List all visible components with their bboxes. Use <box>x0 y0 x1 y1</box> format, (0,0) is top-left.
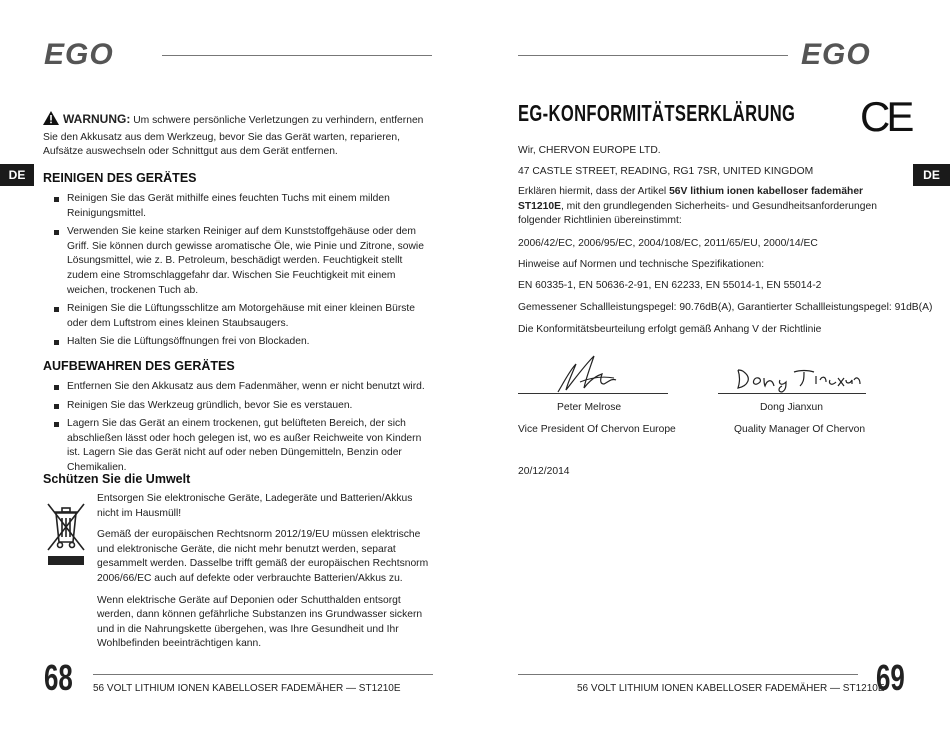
footer-right: 56 VOLT LITHIUM IONEN KABELLOSER FADEMÄHER — ST1210E <box>577 683 885 694</box>
env-paragraph: Entsorgen Sie elektronische Geräte, Ladegeräte und Batterien/Akkus nicht im Hausmüll! <box>97 493 413 519</box>
ce-mark: CE <box>860 93 911 140</box>
company-line: Wir, CHERVON EUROPE LTD. <box>518 145 661 156</box>
footer-rule-left <box>93 674 433 675</box>
assessment-line: Die Konformitätsbeurteilung erfolgt gemäß Anhang V der Richtlinie <box>518 324 822 335</box>
env-paragraph: Wenn elektrische Geräte auf Deponien oder Schutthalden entsorgt werden, dann können gefährliche Substanzen ins Grundwasser sickern und in die Nahrungskette übergehen, was Ihre Gesundheit und Ihr Wohlbefinden beeinträchtigen kann. <box>97 594 423 650</box>
environment-heading: Schützen Sie die Umwelt <box>43 472 191 486</box>
list-item: Reinigen Sie das Gerät mithilfe eines feuchten Tuchs mit einem milden Reinigungsmittel. <box>43 192 435 221</box>
product-name: 56V lithium ionen kabelloser fademäher <box>669 186 864 197</box>
warning-block <box>43 111 433 160</box>
weee-bin-icon <box>44 500 88 568</box>
cleaning-heading: REINIGEN DES GERÄTES <box>43 171 197 185</box>
declaration-date: 20/12/2014 <box>518 466 570 477</box>
footer-rule-right <box>518 674 858 675</box>
signature-line-1 <box>518 393 668 394</box>
directives-line: 2006/42/EC, 2006/95/EC, 2004/108/EC, 2011/65/EU, 2000/14/EC <box>518 238 818 249</box>
signature-peter-melrose <box>550 352 630 399</box>
warning-icon <box>43 111 59 131</box>
language-tab-left: DE <box>0 164 34 186</box>
header-rule-right <box>518 55 788 56</box>
page-number-right: 69 <box>876 657 905 698</box>
ego-logo-left: EGO <box>44 38 114 71</box>
norms-line: EN 60335-1, EN 50636-2-91, EN 62233, EN 55014-1, EN 55014-2 <box>518 280 822 291</box>
signer-title-2: Quality Manager Of Chervon <box>734 424 866 435</box>
footer-left: 56 VOLT LITHIUM IONEN KABELLOSER FADEMÄHER — ST1210E <box>93 683 401 694</box>
signer-name-2: Dong Jianxun <box>760 402 823 413</box>
ego-logo-right: EGO <box>801 38 871 71</box>
header-rule-left <box>162 55 432 56</box>
list-item: Reinigen Sie das Werkzeug gründlich, bevor Sie es verstauen. <box>43 399 435 414</box>
declaration-title: EG-KONFORMITÄTSERKLÄRUNG <box>518 100 796 126</box>
env-paragraph: Gemäß der europäischen Rechtsnorm 2012/19/EU müssen elektrische und elektronische Geräte, die nicht mehr benutzt werden, separat gesammelt werden. Dasselbe trifft gemäß der europäischen Rechtsnorm 2006/66/EC auch auf defekte oder verbrauchte Batterien/Akkus zu. <box>97 529 429 584</box>
signature-line-2 <box>718 393 866 394</box>
list-item: Lagern Sie das Gerät an einem trockenen, gut belüfteten Bereich, der sich abschließen lässt oder hoch gelegen ist, wo es außer Reichweite von Kindern ist. Lagern Sie das Gerät nicht auf oder neben Düngemitteln, Benzin oder Chemikalien. <box>43 417 435 475</box>
environment-text <box>97 492 433 652</box>
norms-label: Hinweise auf Normen und technische Spezifikationen: <box>518 259 765 270</box>
storage-list <box>43 380 435 480</box>
list-item: Entfernen Sie den Akkusatz aus dem Fadenmäher, wenn er nicht benutzt wird. <box>43 380 435 395</box>
language-tab-right: DE <box>913 164 950 186</box>
page-number-left: 68 <box>44 657 73 698</box>
signer-title-1: Vice President Of Chervon Europe <box>518 424 676 435</box>
model-number: ST1210E <box>518 200 561 212</box>
address-line: 47 CASTLE STREET, READING, RG1 7SR, UNITED KINGDOM <box>518 166 814 177</box>
declaration-text: Erklären hiermit, dass der Artikel 56V lithium ionen kabelloser fademäher ST1210E, mit den grundlegenden Sicherheits- und Gesundheitsanforderungen folgender Richtlinien übereinstimmt: <box>518 186 877 227</box>
list-item: Reinigen Sie die Lüftungsschlitze am Motorgehäuse mit einer kleinen Bürste oder dem Luftstrom eines kleinen Staubsaugers. <box>43 302 435 331</box>
warning-label: WARNUNG: <box>63 112 131 126</box>
list-item: Halten Sie die Lüftungsöffnungen frei von Blockaden. <box>43 335 435 350</box>
warning-text: Um schwere persönliche Verletzungen zu verhindern, entfernen Sie den Akkusatz aus dem Werkzeug, bevor Sie das Gerät warten, reparieren, Aufsätze auswechseln oder Schnittgut aus dem Gerät entfernen. <box>43 115 424 158</box>
signer-name-1: Peter Melrose <box>557 402 622 413</box>
noise-line: Gemessener Schallleistungspegel: 90.76dB(A), Garantierter Schallleistungspegel: 91dB(A) <box>518 302 933 313</box>
cleaning-list <box>43 192 435 354</box>
storage-heading: AUFBEWAHREN DES GERÄTES <box>43 359 235 373</box>
list-item: Verwenden Sie keine starken Reiniger auf dem Kunststoffgehäuse oder dem Griff. Sie können durch gewisse aromatische Öle, wie Pinie und Zitrone, sowie Lösungsmittel, wie z. B. Petroleum, beschädigt werden. Feuchtigkeit stellt zudem eine Stromschlaggefahr dar. Wischen Sie Feuchtigkeit mit einem weichen, trockenen Tuch ab. <box>43 225 435 298</box>
